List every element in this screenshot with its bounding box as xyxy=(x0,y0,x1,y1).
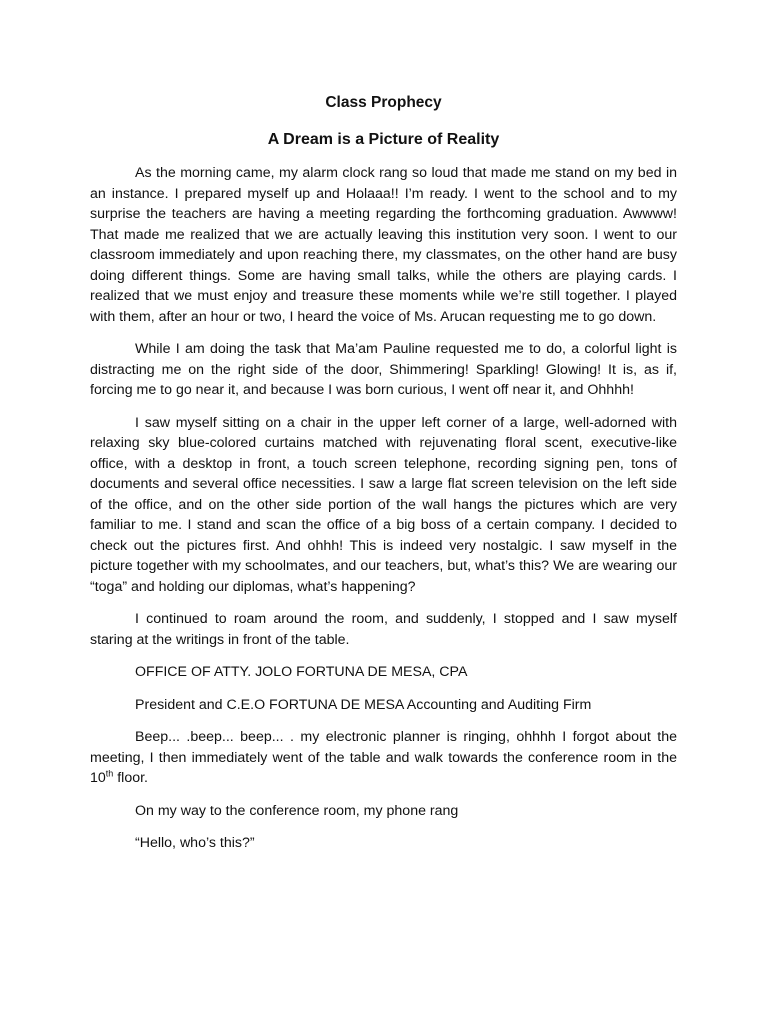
ordinal-suffix: th xyxy=(105,768,114,779)
paragraph-morning: As the morning came, my alarm clock rang so loud that made me stand on my bed in an instance. I prepared myself up and Holaaa!! I’m ready. I went to the school and to my surprise the teachers are having a meeting regarding the forthcoming graduation. Awwww! That made me realized that we are actually leaving this institution very soon. I went to our classroom immediately and upon reaching there, my classmates, on the other hand are busy doing different things. Some are having small talks, while the others are playing cards. I realized that we must enjoy and treasure these moments while we’re still together. I played with them, after an hour or two, I heard the voice of Ms. Arucan requesting me to go down. xyxy=(90,165,677,325)
paragraph-beep xyxy=(90,727,677,789)
document-title: Class Prophecy xyxy=(325,94,442,111)
paragraph-roam: I continued to roam around the room, and suddenly, I stopped and I saw myself staring at the writings in front of the table. xyxy=(90,611,677,648)
phone-line: On my way to the conference room, my phone rang xyxy=(135,802,459,819)
hello-line: “Hello, who’s this?” xyxy=(135,835,255,851)
president-line: President and C.E.O FORTUNA DE MESA Accounting and Auditing Firm xyxy=(135,696,592,713)
document-subtitle: A Dream is a Picture of Reality xyxy=(267,131,500,148)
beep-text-part1: Beep... .beep... beep... . my electronic planner is ringing, ohhhh I forgot about the meeting, I then immediately went of the table and walk towards the conference room in the 10 xyxy=(90,729,677,786)
document-page xyxy=(90,92,677,866)
office-line: OFFICE OF ATTY. JOLO FORTUNA DE MESA, CPA xyxy=(135,664,468,680)
paragraph-task: While I am doing the task that Ma’am Pauline requested me to do, a colorful light is distracting me on the right side of the door, Shimmering! Sparkling! Glowing! It is, as if, forcing me to go near it, and because I was born curious, I went off near it, and Ohhhh! xyxy=(90,341,677,398)
paragraph-office: I saw myself sitting on a chair in the upper left corner of a large, well-adorned with relaxing sky blue-colored curtains matched with rejuvenating floral scent, executive-like office, with a desktop in front, a touch screen telephone, recording signing pen, tons of documents and several office necessities. I saw a large flat screen television on the left side of the office, and on the other side portion of the wall hangs the pictures which are very familiar to me. I stand and scan the office of a big boss of a certain company. I decided to check out the pictures first. And ohhh! This is indeed very nostalgic. I saw myself in the picture together with my schoolmates, and our teachers, but, what’s this? We are wearing our “toga” and holding our diplomas, what’s happening? xyxy=(90,414,677,595)
beep-text-part2: floor. xyxy=(113,770,148,786)
